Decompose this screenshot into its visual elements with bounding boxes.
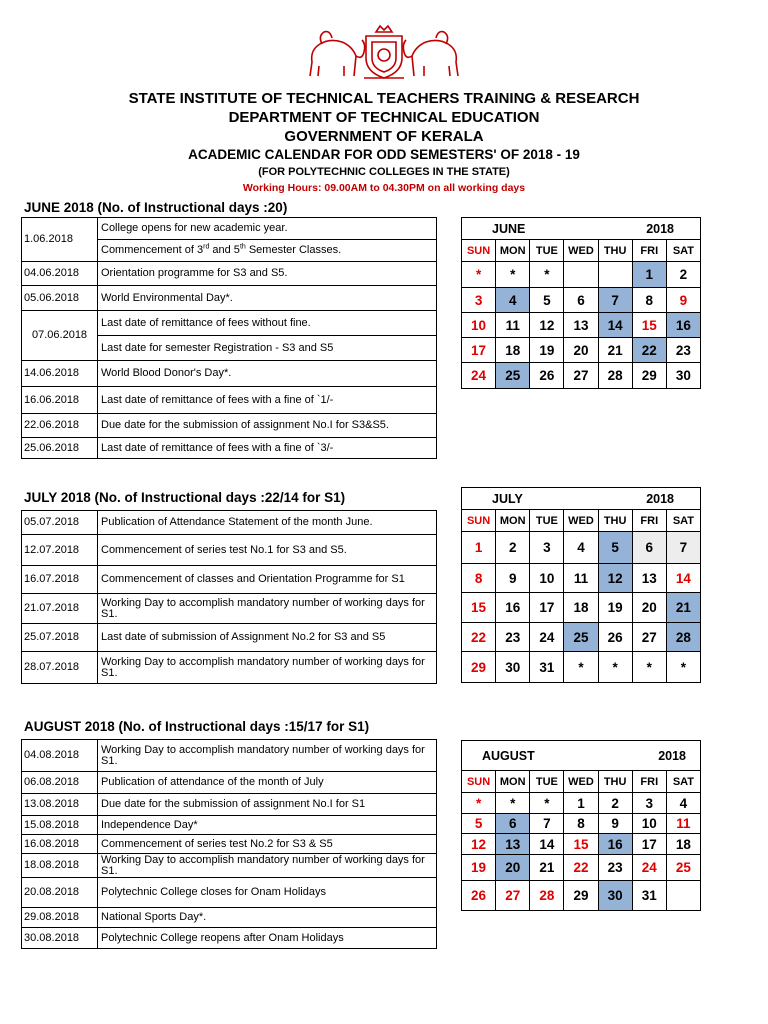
table-row [22,835,437,854]
calendar-day: 7 [666,532,700,564]
table-row [22,740,437,772]
calendar-week [462,288,701,313]
calendar-week [462,855,701,881]
event-text: National Sports Day*. [98,908,437,928]
calendar-week [462,881,701,911]
weekday-label: MON [496,240,530,262]
event-text: Last date of remittance of fees with a fine of `3/- [98,438,437,459]
weekday-row [462,510,701,532]
government-name: GOVERNMENT OF KERALA [284,128,484,145]
calendar-day: 10 [632,814,666,834]
weekday-label: SUN [462,240,496,262]
calendar-day: 25 [564,623,598,652]
event-date: 05.06.2018 [22,286,98,311]
calendar-day: 22 [632,338,666,363]
event-date: 20.08.2018 [22,878,98,908]
table-row [22,772,437,794]
event-date: 16.06.2018 [22,387,98,414]
calendar-day: 14 [666,564,700,593]
calendar-day: 20 [632,593,666,623]
calendar-month-header [462,741,701,771]
weekday-label: WED [564,771,598,793]
weekday-label: SAT [666,240,700,262]
calendar-day: 27 [632,623,666,652]
calendar-day: 6 [564,288,598,313]
event-text: Last date of remittance of fees without fine. [98,311,437,336]
calendar-day: * [598,652,632,683]
calendar-day: * [462,262,496,288]
calendar-day: 24 [462,363,496,389]
weekday-label: TUE [530,240,564,262]
august-calendar [461,740,701,911]
event-text: Commencement of 3rd and 5th Semester Classes. [98,240,437,262]
table-row [22,794,437,816]
weekday-label: THU [598,510,632,532]
calendar-week [462,564,701,593]
event-date: 28.07.2018 [22,652,98,684]
calendar-day: 21 [530,855,564,881]
weekday-label: TUE [530,510,564,532]
calendar-month-header [462,218,701,240]
weekday-label: SUN [462,771,496,793]
calendar-day: 2 [666,262,700,288]
event-date: 07.06.2018 [22,311,98,361]
event-date: 04.06.2018 [22,262,98,286]
event-date: 15.08.2018 [22,816,98,835]
calendar-week [462,593,701,623]
calendar-day: 4 [666,793,700,814]
calendar-day: 13 [496,834,530,855]
event-text: World Environmental Day*. [98,286,437,311]
july-section-title: JULY 2018 (No. of Instructional days :22/14 for S1) [24,490,346,505]
calendar-year: 2018 [658,748,686,763]
calendar-day [564,262,598,288]
calendar-day: 1 [564,793,598,814]
event-text: Publication of Attendance Statement of the month June. [98,511,437,535]
calendar-day: 8 [564,814,598,834]
calendar-day: 15 [462,593,496,623]
event-date: 1.06.2018 [22,218,98,262]
event-date: 29.08.2018 [22,908,98,928]
event-date: 16.08.2018 [22,835,98,854]
calendar-day: 29 [462,652,496,683]
calendar-day: 20 [496,855,530,881]
table-row [22,311,437,336]
calendar-day: 19 [598,593,632,623]
event-text: Working Day to accomplish mandatory number of working days for S1. [98,652,437,684]
calendar-year: 2018 [646,491,674,506]
calendar-week [462,338,701,363]
calendar-week [462,313,701,338]
table-row [22,511,437,535]
institute-name: STATE INSTITUTE OF TECHNICAL TEACHERS TRAINING & RESEARCH [128,90,640,107]
weekday-label: FRI [632,240,666,262]
table-row [22,361,437,387]
calendar-day: * [496,793,530,814]
calendar-day: * [530,793,564,814]
event-text: Independence Day* [98,816,437,835]
calendar-day: 24 [530,623,564,652]
event-date: 21.07.2018 [22,594,98,624]
calendar-day: 7 [598,288,632,313]
calendar-day: 23 [496,623,530,652]
calendar-day: * [530,262,564,288]
calendar-day: 3 [632,793,666,814]
table-row [22,816,437,835]
event-date: 13.08.2018 [22,794,98,816]
calendar-week [462,834,701,855]
weekday-label: SAT [666,771,700,793]
calendar-day: 31 [530,652,564,683]
event-date: 25.07.2018 [22,624,98,652]
weekday-label: FRI [632,771,666,793]
table-row [22,854,437,878]
calendar-day: 5 [462,814,496,834]
event-text: Last date of submission of Assignment No.2 for S3 and S5 [98,624,437,652]
june-section-title: JUNE 2018 (No. of Instructional days :20) [24,200,288,215]
calendar-day: 3 [530,532,564,564]
calendar-day: * [666,652,700,683]
weekday-label: THU [598,240,632,262]
calendar-day: 29 [632,363,666,389]
calendar-day: 28 [530,881,564,911]
table-row [22,387,437,414]
calendar-day: 18 [564,593,598,623]
event-text: Orientation programme for S3 and S5. [98,262,437,286]
calendar-day: 7 [530,814,564,834]
event-text: Commencement of series test No.2 for S3 & S5 [98,835,437,854]
calendar-subtitle: (FOR POLYTECHNIC COLLEGES IN THE STATE) [258,166,510,178]
calendar-week [462,532,701,564]
calendar-day: 28 [598,363,632,389]
weekday-label: MON [496,510,530,532]
event-text: Polytechnic College closes for Onam Holidays [98,878,437,908]
calendar-day: 12 [530,313,564,338]
calendar-day: 28 [666,623,700,652]
event-text: Due date for the submission of assignment No.I for S1 [98,794,437,816]
calendar-week [462,652,701,683]
calendar-day: 17 [462,338,496,363]
calendar-day: 6 [632,532,666,564]
weekday-label: WED [564,240,598,262]
calendar-day: 13 [564,313,598,338]
event-text: Commencement of series test No.1 for S3 and S5. [98,535,437,566]
calendar-day: 16 [598,834,632,855]
calendar-day: 25 [666,855,700,881]
calendar-day: * [564,652,598,683]
calendar-day: 4 [564,532,598,564]
table-row [22,286,437,311]
calendar-day: 31 [632,881,666,911]
weekday-label: WED [564,510,598,532]
calendar-day: 14 [530,834,564,855]
calendar-day: 23 [598,855,632,881]
calendar-day: 21 [666,593,700,623]
weekday-label: MON [496,771,530,793]
table-row [22,262,437,286]
calendar-day: 2 [496,532,530,564]
calendar-day: 30 [666,363,700,389]
calendar-day: 12 [462,834,496,855]
calendar-day: 6 [496,814,530,834]
calendar-day: 17 [530,593,564,623]
event-date: 05.07.2018 [22,511,98,535]
calendar-day [598,262,632,288]
calendar-day: 26 [598,623,632,652]
event-date: 18.08.2018 [22,854,98,878]
calendar-day: 10 [530,564,564,593]
event-date: 14.06.2018 [22,361,98,387]
calendar-day: 10 [462,313,496,338]
calendar-day: * [462,793,496,814]
calendar-day: 26 [530,363,564,389]
event-text: Working Day to accomplish mandatory number of working days for S1. [98,594,437,624]
calendar-day: 15 [632,313,666,338]
calendar-day: 30 [598,881,632,911]
calendar-day: 14 [598,313,632,338]
calendar-day: 22 [462,623,496,652]
calendar-month: AUGUST [482,748,535,763]
weekday-row [462,771,701,793]
calendar-day: 9 [598,814,632,834]
calendar-day: 20 [564,338,598,363]
calendar-day: 11 [496,313,530,338]
calendar-day: 18 [496,338,530,363]
event-date: 30.08.2018 [22,928,98,949]
event-date: 12.07.2018 [22,535,98,566]
calendar-day: 9 [496,564,530,593]
kerala-emblem [304,22,464,82]
calendar-day: 9 [666,288,700,313]
calendar-day: 11 [564,564,598,593]
calendar-day: 15 [564,834,598,855]
table-row [22,928,437,949]
calendar-day: 27 [496,881,530,911]
calendar-day: 12 [598,564,632,593]
calendar-day: 27 [564,363,598,389]
calendar-week [462,793,701,814]
calendar-day: 23 [666,338,700,363]
calendar-month: JULY [492,491,523,506]
event-text: Publication of attendance of the month of July [98,772,437,794]
calendar-day: 24 [632,855,666,881]
july-calendar [461,487,701,683]
table-row [22,535,437,566]
calendar-day: 30 [496,652,530,683]
august-section-title: AUGUST 2018 (No. of Instructional days :15/17 for S1) [24,719,370,734]
calendar-day: 19 [462,855,496,881]
june-events-table [21,217,437,459]
calendar-day: 13 [632,564,666,593]
calendar-day: 3 [462,288,496,313]
table-row [22,594,437,624]
calendar-week [462,814,701,834]
event-text: World Blood Donor's Day*. [98,361,437,387]
calendar-day: 11 [666,814,700,834]
event-text: Polytechnic College reopens after Onam Holidays [98,928,437,949]
calendar-day: 2 [598,793,632,814]
weekday-label: SAT [666,510,700,532]
calendar-day: 29 [564,881,598,911]
calendar-day: * [496,262,530,288]
event-text: Working Day to accomplish mandatory number of working days for S1. [98,854,437,878]
department-name: DEPARTMENT OF TECHNICAL EDUCATION [228,109,540,126]
event-text: Last date for semester Registration - S3 and S5 [98,336,437,361]
weekday-label: THU [598,771,632,793]
table-row [22,414,437,438]
event-date: 04.08.2018 [22,740,98,772]
event-text: Working Day to accomplish mandatory number of working days for S1. [98,740,437,772]
weekday-label: FRI [632,510,666,532]
june-calendar [461,217,701,389]
calendar-day: * [632,652,666,683]
july-events-table [21,510,437,684]
weekday-label: TUE [530,771,564,793]
calendar-day: 21 [598,338,632,363]
calendar-day: 19 [530,338,564,363]
table-row [22,438,437,459]
event-text: Commencement of classes and Orientation Programme for S1 [98,566,437,594]
event-date: 06.08.2018 [22,772,98,794]
event-date: 22.06.2018 [22,414,98,438]
calendar-day: 5 [598,532,632,564]
calendar-day: 1 [462,532,496,564]
calendar-day: 17 [632,834,666,855]
calendar-day: 25 [496,363,530,389]
table-row [22,908,437,928]
calendar-day: 5 [530,288,564,313]
calendar-day: 8 [632,288,666,313]
calendar-title: ACADEMIC CALENDAR FOR ODD SEMESTERS' OF 2018 - 19 [188,147,580,162]
calendar-month: JUNE [492,221,526,236]
calendar-year: 2018 [646,221,674,236]
calendar-day: 4 [496,288,530,313]
table-row [22,218,437,240]
august-events-table [21,739,437,949]
calendar-day: 1 [632,262,666,288]
event-text: Due date for the submission of assignment No.I for S3&S5. [98,414,437,438]
calendar-day: 16 [666,313,700,338]
calendar-week [462,262,701,288]
event-date: 25.06.2018 [22,438,98,459]
calendar-day: 8 [462,564,496,593]
table-row [22,878,437,908]
calendar-day: 26 [462,881,496,911]
calendar-day: 16 [496,593,530,623]
weekday-row [462,240,701,262]
table-row [22,624,437,652]
table-row [22,652,437,684]
table-row [22,566,437,594]
calendar-day [666,881,700,911]
working-hours: Working Hours: 09.00AM to 04.30PM on all working days [242,182,526,194]
calendar-day: 18 [666,834,700,855]
calendar-day: 22 [564,855,598,881]
calendar-week [462,363,701,389]
event-date: 16.07.2018 [22,566,98,594]
calendar-week [462,623,701,652]
event-text: Last date of remittance of fees with a fine of `1/- [98,387,437,414]
weekday-label: SUN [462,510,496,532]
calendar-month-header [462,488,701,510]
event-text: College opens for new academic year. [98,218,437,240]
